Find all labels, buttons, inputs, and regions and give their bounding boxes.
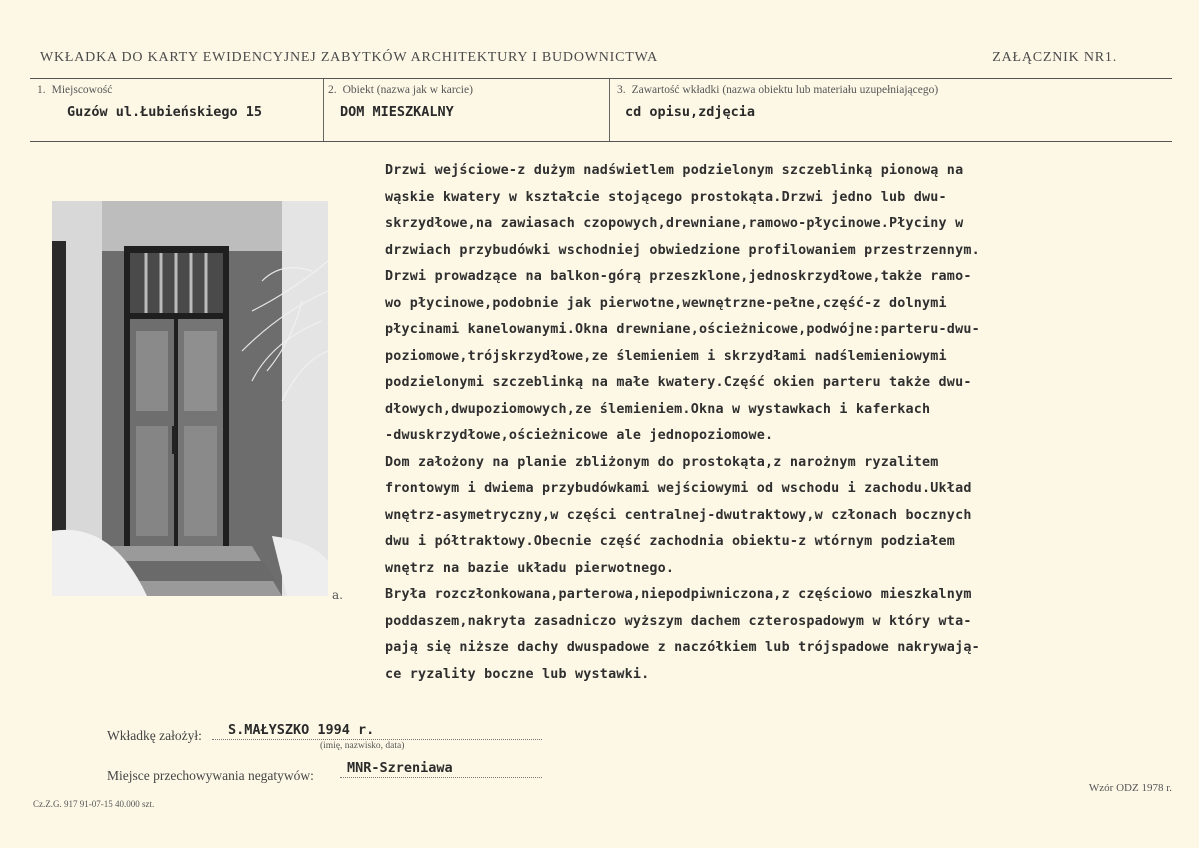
description-line: wnętrz-asymetryczny,w części centralnej-dwutraktowy,w członach bocznych [385, 507, 972, 523]
photo-caption: a. [332, 588, 343, 602]
top-rule [30, 78, 1172, 79]
founder-dotted-line [212, 739, 542, 740]
description-line: Dom założony na planie zbliżonym do prostokąta,z narożnym ryzalitem [385, 454, 939, 470]
storage-dotted-line [340, 777, 542, 778]
field-label-contents: 3. Zawartość wkładki (nazwa obiektu lub materiału uzupełniającego) [617, 84, 939, 96]
founder-value: S.MAŁYSZKO 1994 r. [228, 722, 375, 738]
field-divider-1 [323, 79, 324, 141]
form-code: Wzór ODZ 1978 r. [1088, 782, 1172, 794]
description-line: -dwuskrzydłowe,ościeżnicowe ale jednopoziomowe. [385, 428, 774, 443]
description-line: skrzydłowe,na zawiasach czopowych,drewniane,ramowo-płycinowe.Płyciny w [385, 216, 964, 231]
description-line: wąskie kwatery w kształcie stojącego prostokąta.Drzwi jedno lub dwu- [385, 189, 947, 205]
field-label-object: 2. Obiekt (nazwa jak w karcie) [328, 84, 473, 96]
description-line: wo płycinowe,podobnie jak pierwotne,wewnętrzne-pełne,część-z dolnymi [385, 295, 947, 311]
description-line: poddaszem,nakryta zasadniczo wyższym dachem czterospadowym w który wta- [385, 613, 972, 629]
field-label-locality: 1. Miejscowość [37, 84, 113, 96]
field-value-contents: cd opisu,zdjęcia [625, 104, 756, 120]
founder-hint: (imię, nazwisko, data) [320, 741, 405, 751]
description-text [385, 158, 1125, 688]
print-info: Cz.Z.G. 917 91-07-15 40.000 szt. [33, 799, 155, 809]
founder-label: Wkładkę założył: [107, 728, 202, 743]
field-value-locality: Guzów ul.Łubieńskiego 15 [67, 104, 263, 120]
description-line: pają się niższe dachy dwuspadowe z naczółkiem lub trójspadowe nakrywają- [385, 640, 980, 655]
field-value-object: DOM MIESZKALNY [340, 104, 454, 120]
description-line: frontowym i dwiema przybudówkami wejściowymi od wschodu i zachodu.Układ [385, 481, 972, 496]
description-line: wnętrz na bazie układu pierwotnego. [385, 560, 675, 576]
description-line: podzielonymi szczeblinką na małe kwatery.Część okien parteru także dwu- [385, 375, 972, 390]
storage-label: Miejsce przechowywania negatywów: [107, 768, 314, 783]
description-line: Bryła rozczłonkowana,parterowa,niepodpiwniczona,z częściowo mieszkalnym [385, 587, 972, 602]
description-line: poziomowe,trójskrzydłowe,ze ślemieniem i skrzydłami nadślemieniowymi [385, 348, 947, 364]
description-line: płycinami kanelowanymi.Okna drewniane,ościeżnicowe,podwójne:parteru-dwu- [385, 322, 980, 337]
storage-value: MNR-Szreniawa [347, 760, 453, 776]
description-line: Drzwi wejściowe-z dużym nadświetlem podzielonym szczeblinką pionową na [385, 163, 964, 178]
fields-bottom-rule [30, 141, 1172, 142]
description-line: dłowych,dwupoziomowych,ze ślemieniem.Okna w wystawkach i kaferkach [385, 401, 931, 417]
door-photograph [52, 201, 328, 596]
field-divider-2 [609, 79, 610, 141]
description-line: Drzwi prowadzące na balkon-górą przeszklone,jednoskrzydłowe,także ramo- [385, 269, 972, 284]
attachment-number: ZAŁĄCZNIK NR1. [992, 50, 1117, 65]
description-line: dwu i półtraktowy.Obecnie część zachodnia obiektu-z wtórnym podziałem [385, 534, 956, 549]
description-line: drzwiach przybudówki wschodniej obwiedzione profilowaniem przestrzennym. [385, 242, 980, 258]
header-title: WKŁADKA DO KARTY EWIDENCYJNEJ ZABYTKÓW ARCHITEKTURY I BUDOWNICTWA [40, 50, 658, 65]
description-line: ce ryzality boczne lub wystawki. [385, 666, 650, 682]
